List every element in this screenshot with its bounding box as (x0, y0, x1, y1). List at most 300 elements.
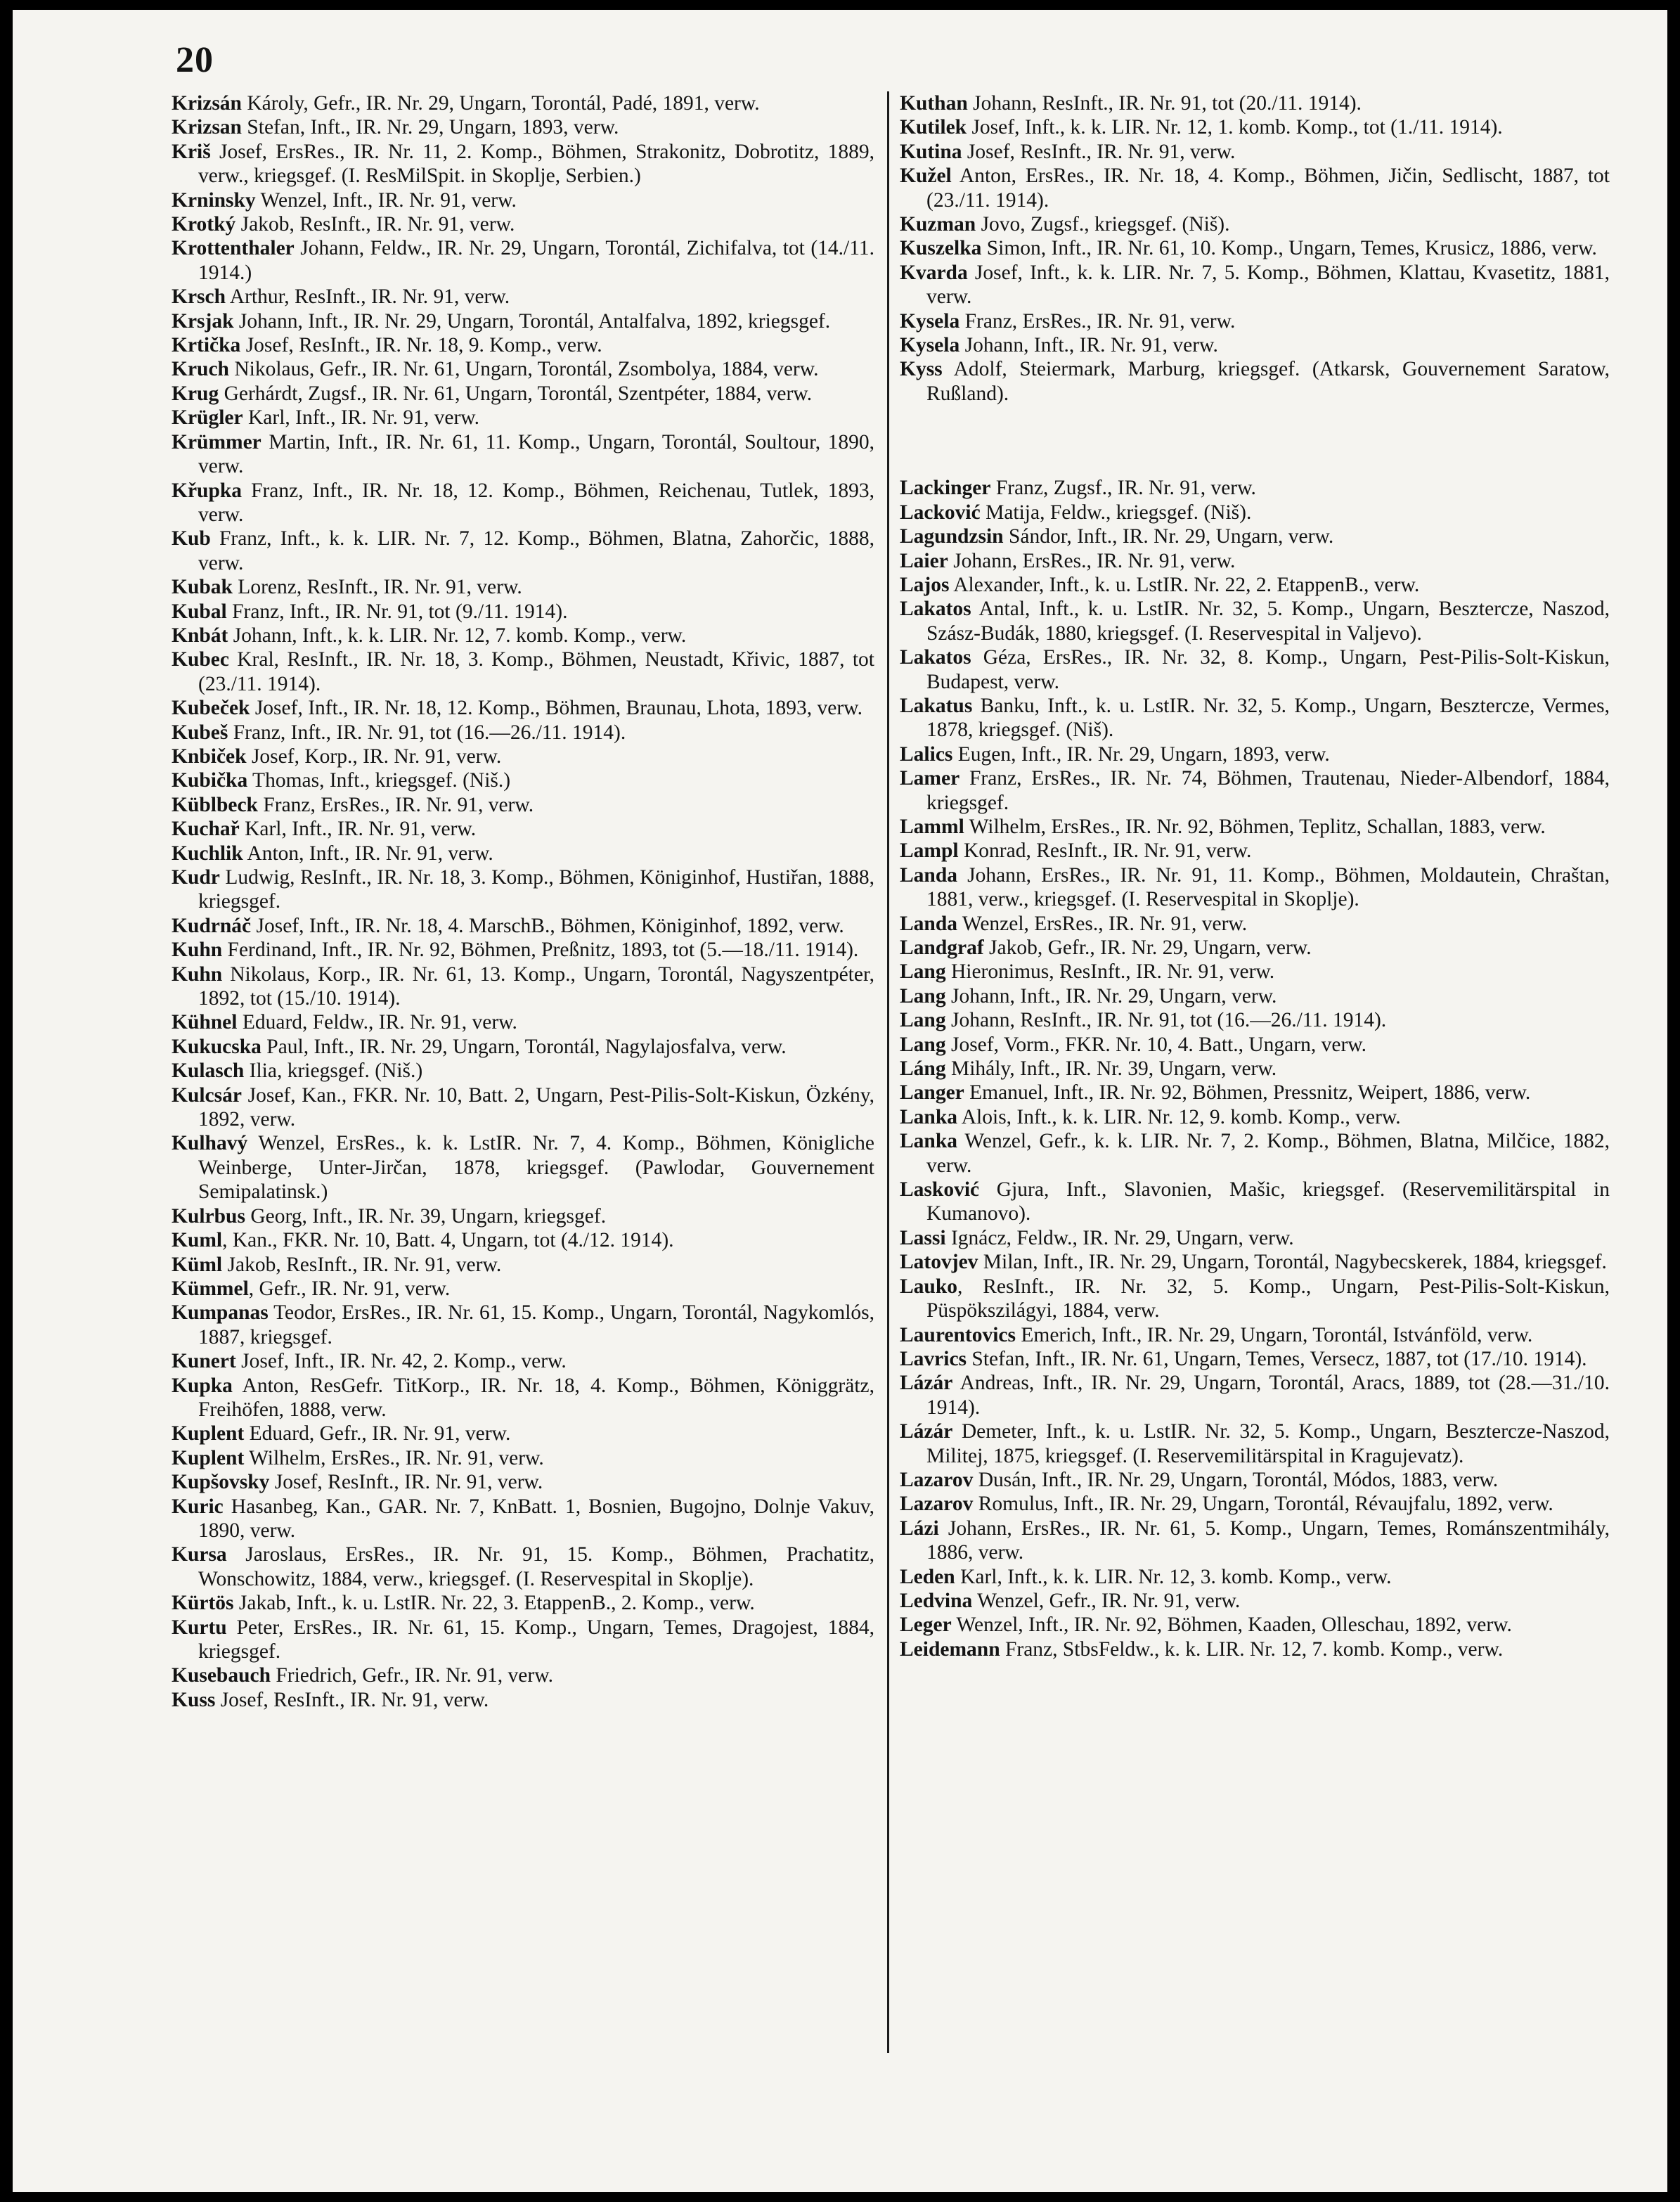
list-entry (172, 212, 874, 236)
entry-details: Georg, Inft., IR. Nr. 39, Ungarn, kriegsgef. (245, 1204, 607, 1228)
entry-surname: Kuml (172, 1229, 223, 1252)
entry-details: Demeter, Inft., k. u. LstIR. Nr. 32, 5. Komp., Ungarn, Besztercze-Naszod, Militej, 1875, kriegsgef. (I. Reservemilitärspital in Kragujevatz). (926, 1420, 1610, 1467)
list-entry (900, 140, 1610, 164)
entry-surname: Lanka (900, 1105, 957, 1128)
entry-details: Ludwig, ResInft., IR. Nr. 18, 3. Komp., Böhmen, Königinhof, Hustiřan, 1888, kriegsgef. (198, 866, 874, 913)
entry-details: Géza, ErsRes., IR. Nr. 32, 8. Komp., Ungarn, Pest-Pilis-Solt-Kiskun, Budapest, verw. (926, 646, 1610, 693)
entry-details: Johann, Inft., IR. Nr. 91, verw. (959, 334, 1218, 357)
list-entry (900, 309, 1610, 333)
entry-details: Stefan, Inft., IR. Nr. 29, Ungarn, 1893, verw. (241, 116, 619, 139)
list-entry (900, 1129, 1610, 1178)
entry-surname: Kuthan (900, 92, 968, 115)
entry-details: Jaroslaus, ErsRes., IR. Nr. 91, 15. Komp., Böhmen, Prachatitz, Wonschowitz, 1884, verw., kriegsgef. (I. Reservespital in Skoplje). (198, 1543, 874, 1590)
list-entry (172, 140, 874, 188)
list-entry (172, 1470, 874, 1494)
entry-details: Lorenz, ResInft., IR. Nr. 91, verw. (232, 576, 522, 599)
list-entry (172, 721, 874, 745)
list-entry (900, 1517, 1610, 1565)
list-entry (172, 1616, 874, 1664)
list-entry (172, 938, 874, 962)
entry-surname: Langer (900, 1081, 964, 1105)
entry-details: Antal, Inft., k. u. LstIR. Nr. 32, 5. Komp., Ungarn, Besztercze, Naszod, Szász-Budák, 1880, kriegsgef. (I. Reservespital in Valjevo). (926, 598, 1610, 645)
list-entry (900, 261, 1610, 309)
entry-details: Josef, Korp., IR. Nr. 91, verw. (246, 745, 502, 768)
list-entry (900, 212, 1610, 236)
list-entry (172, 842, 874, 865)
entry-surname: Lagundzsin (900, 525, 1004, 548)
entry-details: Friedrich, Gefr., IR. Nr. 91, verw. (271, 1664, 553, 1687)
entry-surname: Kuplent (172, 1446, 245, 1469)
entry-surname: Krtička (172, 334, 241, 357)
entry-surname: Kulrbus (172, 1204, 245, 1228)
list-entry (172, 575, 874, 599)
list-entry (172, 527, 874, 575)
list-entry (900, 742, 1610, 766)
entry-details: Jakob, Gefr., IR. Nr. 29, Ungarn, verw. (983, 936, 1312, 959)
list-entry (900, 1419, 1610, 1468)
entry-surname: Ledvina (900, 1589, 973, 1612)
list-entry (172, 1663, 874, 1687)
entry-details: Mihály, Inft., IR. Nr. 39, Ungarn, verw. (945, 1057, 1277, 1081)
entry-surname: Lajos (900, 573, 950, 596)
entry-details: Franz, StbsFeldw., k. k. LIR. Nr. 12, 7. komb. Komp., verw. (1000, 1637, 1504, 1661)
entry-details: , Gefr., IR. Nr. 91, verw. (248, 1277, 451, 1300)
list-entry (900, 1589, 1610, 1613)
entry-surname: Kursa (172, 1543, 227, 1566)
entry-details: Ferdinand, Inft., IR. Nr. 92, Böhmen, Preßnitz, 1893, tot (5.—18./11. 1914). (222, 939, 859, 962)
entry-surname: Kubak (172, 576, 233, 599)
entry-details: Hieronimus, ResInft., IR. Nr. 91, verw. (945, 960, 1275, 984)
list-entry (172, 406, 874, 430)
list-entry (900, 1057, 1610, 1081)
entry-details: Josef, ResInft., IR. Nr. 91, verw. (215, 1688, 489, 1711)
entry-surname: Küblbeck (172, 793, 258, 816)
entry-surname: Kruch (172, 358, 229, 381)
entry-surname: Lakatos (900, 646, 971, 669)
entry-details: Thomas, Inft., kriegsgef. (Niš.) (247, 769, 511, 792)
entry-surname: Kubeček (172, 697, 250, 720)
entry-details: Franz, ErsRes., IR. Nr. 91, verw. (959, 309, 1236, 333)
entry-surname: Kurtu (172, 1616, 227, 1639)
list-entry (172, 1591, 874, 1615)
list-entry (172, 1422, 874, 1446)
list-entry (900, 476, 1610, 500)
entry-surname: Kuss (172, 1688, 216, 1711)
entry-details: , ResInft., IR. Nr. 32, 5. Komp., Ungarn, Pest-Pilis-Solt-Kiskun, Püspökszilágyi, 1884, verw. (926, 1275, 1610, 1322)
list-entry (900, 164, 1610, 212)
list-entry (900, 573, 1610, 597)
entry-surname: Lang (900, 984, 946, 1007)
page (13, 10, 1667, 2192)
entry-surname: Kupšovsky (172, 1471, 270, 1494)
entry-surname: Leidemann (900, 1637, 1000, 1661)
entry-surname: Kyss (900, 358, 943, 381)
list-entry (172, 1059, 874, 1083)
right-column (900, 91, 1610, 1661)
list-entry (172, 745, 874, 768)
right-column-l-entries (900, 476, 1610, 1661)
list-entry (900, 1565, 1610, 1589)
list-entry (172, 865, 874, 914)
entry-details: Anton, ResGefr. TitKorp., IR. Nr. 18, 4. Komp., Böhmen, Königgrätz, Freihöfen, 1888, verw. (198, 1374, 874, 1421)
entry-surname: Kuric (172, 1495, 224, 1518)
entry-details: Andreas, Inft., IR. Nr. 29, Ungarn, Torontál, Aracs, 1889, tot (28.—31./10. 1914). (926, 1372, 1610, 1419)
entry-details: Kral, ResInft., IR. Nr. 18, 3. Komp., Böhmen, Neustadt, Křivic, 1887, tot (23./11. 1914). (198, 648, 874, 695)
entry-surname: Landgraf (900, 936, 984, 959)
list-entry (172, 430, 874, 479)
list-entry (172, 1010, 874, 1034)
entry-surname: Lamml (900, 815, 964, 838)
entry-surname: Krninsky (172, 188, 256, 212)
entry-details: Josef, ResInft., IR. Nr. 91, verw. (269, 1471, 543, 1494)
list-entry (172, 115, 874, 139)
list-entry (172, 768, 874, 792)
entry-surname: Lakatus (900, 694, 973, 717)
entry-details: Wilhelm, ErsRes., IR. Nr. 91, verw. (244, 1446, 544, 1469)
entry-details: Anton, ErsRes., IR. Nr. 18, 4. Komp., Böhmen, Jičin, Sedlischt, 1887, tot (23./11. 1914). (926, 165, 1610, 212)
list-entry (900, 766, 1610, 815)
list-entry (900, 1275, 1610, 1323)
entry-surname: Kubička (172, 769, 248, 792)
list-entry (900, 1323, 1610, 1347)
entry-surname: Kutina (900, 140, 962, 163)
entry-surname: Kulcsár (172, 1083, 242, 1107)
entry-details: Jakab, Inft., k. u. LstIR. Nr. 22, 3. EtappenB., 2. Komp., verw. (233, 1592, 755, 1615)
entry-details: Wilhelm, ErsRes., IR. Nr. 92, Böhmen, Teplitz, Schallan, 1883, verw. (964, 815, 1546, 838)
entry-surname: Kupka (172, 1374, 233, 1397)
entry-details: Johann, Feldw., IR. Nr. 29, Ungarn, Torontál, Zichifalva, tot (14./11. 1914.) (198, 237, 874, 284)
entry-surname: Kub (172, 527, 211, 550)
entry-surname: Kriš (172, 140, 211, 163)
entry-details: Martin, Inft., IR. Nr. 61, 11. Komp., Ungarn, Torontál, Soultour, 1890, verw. (198, 430, 874, 478)
entry-details: Josef, Inft., IR. Nr. 42, 2. Komp., verw. (235, 1350, 567, 1373)
list-entry (900, 115, 1610, 139)
entry-surname: Lakatos (900, 598, 971, 621)
entry-details: Emerich, Inft., IR. Nr. 29, Ungarn, Torontál, Istvánföld, verw. (1016, 1323, 1533, 1346)
list-entry (900, 1033, 1610, 1057)
entry-surname: Kusebauch (172, 1664, 271, 1687)
entry-surname: Lang (900, 960, 946, 984)
entry-surname: Kuzman (900, 213, 976, 236)
entry-surname: Kubec (172, 648, 229, 671)
entry-details: Franz, Inft., IR. Nr. 91, tot (16.—26./11. 1914). (228, 721, 626, 744)
entry-details: Josef, ErsRes., IR. Nr. 11, 2. Komp., Böhmen, Strakonitz, Dobrotitz, 1889, verw., kriegsgef. (I. ResMilSpit. in Skoplje, Serbien.) (198, 140, 874, 188)
entry-details: Matija, Feldw., kriegsgef. (Niš). (980, 501, 1252, 524)
list-entry (172, 1688, 874, 1712)
list-entry (172, 914, 874, 938)
list-entry (172, 1543, 874, 1591)
entry-details: Josef, Inft., IR. Nr. 18, 4. MarschB., Böhmen, Königinhof, 1892, verw. (251, 914, 844, 937)
entry-surname: Kvarda (900, 261, 968, 284)
list-entry (900, 1250, 1610, 1274)
entry-surname: Kubal (172, 600, 227, 623)
entry-details: Johann, ResInft., IR. Nr. 91, tot (16.—26./11. 1914). (945, 1009, 1387, 1032)
list-entry (172, 188, 874, 212)
entry-details: Josef, Inft., k. k. LIR. Nr. 7, 5. Komp., Böhmen, Klattau, Kvasetitz, 1881, verw. (926, 261, 1610, 309)
entry-details: Karl, Inft., IR. Nr. 91, verw. (243, 406, 480, 430)
entry-surname: Lanka (900, 1130, 957, 1153)
entry-details: Johann, Inft., IR. Nr. 29, Ungarn, verw. (945, 984, 1277, 1007)
entry-surname: Landa (900, 863, 957, 887)
entry-surname: Krizsan (172, 116, 242, 139)
list-entry (900, 863, 1610, 912)
list-entry (172, 817, 874, 841)
section-gap (900, 406, 1610, 476)
list-entry (900, 501, 1610, 524)
entry-details: Gjura, Inft., Slavonien, Mašic, kriegsgef. (Reservemilitärspital in Kumanovo). (926, 1178, 1610, 1225)
entry-details: Josef, ResInft., IR. Nr. 91, verw. (962, 140, 1236, 163)
entry-surname: Lassi (900, 1226, 946, 1249)
entry-details: Ignácz, Feldw., IR. Nr. 29, Ungarn, verw. (945, 1226, 1294, 1249)
list-entry (172, 600, 874, 624)
entry-details: Alois, Inft., k. k. LIR. Nr. 12, 9. komb. Komp., verw. (957, 1105, 1401, 1128)
entry-surname: Kühnel (172, 1011, 238, 1034)
entry-details: Jakob, ResInft., IR. Nr. 91, verw. (222, 1253, 502, 1276)
list-entry (172, 1349, 874, 1373)
list-entry (172, 1204, 874, 1228)
entry-details: Anton, Inft., IR. Nr. 91, verw. (243, 842, 493, 865)
list-entry (172, 1374, 874, 1422)
list-entry (900, 1347, 1610, 1371)
entry-details: Johann, ResInft., IR. Nr. 91, tot (20./11. 1914). (967, 92, 1362, 115)
entry-details: Josef, Inft., IR. Nr. 18, 12. Komp., Böhmen, Braunau, Lhota, 1893, verw. (250, 697, 862, 720)
entry-surname: Kulhavý (172, 1132, 248, 1155)
entry-details: Arthur, ResInft., IR. Nr. 91, verw. (226, 285, 510, 309)
entry-details: Wenzel, ErsRes., IR. Nr. 91, verw. (957, 912, 1248, 935)
list-entry (900, 1468, 1610, 1492)
entry-surname: Lampl (900, 839, 959, 863)
list-entry (172, 1301, 874, 1349)
entry-surname: Krümmer (172, 430, 261, 453)
entry-details: Wenzel, Gefr., k. k. LIR. Nr. 7, 2. Komp., Böhmen, Blatna, Milčice, 1882, verw. (926, 1130, 1610, 1177)
list-entry (900, 1371, 1610, 1419)
entry-surname: Lazarov (900, 1493, 974, 1516)
entry-surname: Kunert (172, 1350, 236, 1373)
entry-details: Adolf, Steiermark, Marburg, kriegsgef. (Atkarsk, Gouvernement Saratow, Rußland). (926, 358, 1610, 405)
entry-surname: Kuhn (172, 939, 223, 962)
entry-details: Johann, Inft., k. k. LIR. Nr. 12, 7. komb. Komp., verw. (228, 624, 687, 647)
entry-surname: Latovjev (900, 1251, 978, 1274)
list-entry (900, 645, 1610, 694)
entry-surname: Laurentovics (900, 1323, 1016, 1346)
entry-surname: Láng (900, 1057, 946, 1081)
list-entry (172, 1446, 874, 1470)
entry-surname: Kubeš (172, 721, 228, 744)
list-entry (172, 1495, 874, 1543)
entry-surname: Lasković (900, 1178, 980, 1202)
page-number: 20 (176, 40, 214, 80)
entry-surname: Lázár (900, 1372, 953, 1395)
list-entry (172, 1035, 874, 1059)
entry-details: , Kan., FKR. Nr. 10, Batt. 4, Ungarn, tot (4./12. 1914). (222, 1229, 674, 1252)
entry-surname: Laier (900, 549, 948, 572)
entry-surname: Küml (172, 1253, 223, 1276)
entry-details: Wenzel, Inft., IR. Nr. 91, verw. (255, 188, 517, 212)
entry-surname: Kuchař (172, 818, 240, 841)
entry-details: Franz, ErsRes., IR. Nr. 91, verw. (257, 793, 534, 816)
entry-surname: Lang (900, 1033, 946, 1056)
entry-surname: Krügler (172, 406, 243, 430)
list-entry (900, 549, 1610, 573)
entry-details: Jovo, Zugsf., kriegsgef. (Niš). (976, 213, 1230, 236)
entry-surname: Lavrics (900, 1347, 967, 1370)
entry-details: Simon, Inft., IR. Nr. 61, 10. Komp., Ungarn, Temes, Krusicz, 1886, verw. (981, 237, 1597, 260)
list-entry (172, 1083, 874, 1132)
entry-surname: Lázár (900, 1420, 953, 1443)
list-entry (172, 1131, 874, 1204)
entry-surname: Kudrnáč (172, 914, 252, 937)
entry-details: Alexander, Inft., k. u. LstIR. Nr. 22, 2. EtappenB., verw. (949, 573, 1420, 596)
entry-details: Banku, Inft., k. u. LstIR. Nr. 32, 5. Komp., Ungarn, Besztercze, Vermes, 1878, kriegsgef. (Niš). (926, 694, 1610, 742)
entry-surname: Kümmel (172, 1277, 249, 1300)
list-entry (172, 624, 874, 648)
entry-surname: Krsjak (172, 309, 234, 333)
list-entry (172, 285, 874, 309)
list-entry (900, 1178, 1610, 1226)
list-entry (900, 1008, 1610, 1032)
entry-surname: Kuchlik (172, 842, 243, 865)
list-entry (900, 1081, 1610, 1105)
list-entry (900, 1637, 1610, 1661)
entry-details: Karl, Inft., k. k. LIR. Nr. 12, 3. komb. Komp., verw. (955, 1565, 1392, 1588)
entry-surname: Kužel (900, 165, 952, 188)
entry-details: Franz, ErsRes., IR. Nr. 74, Böhmen, Trautenau, Nieder-Albendorf, 1884, kriegsgef. (926, 767, 1610, 814)
entry-surname: Leden (900, 1565, 955, 1588)
entry-details: Nikolaus, Korp., IR. Nr. 61, 13. Komp., Ungarn, Torontál, Nagyszentpéter, 1892, tot (15./10. 1914). (198, 962, 874, 1010)
entry-details: Dusán, Inft., IR. Nr. 29, Ungarn, Torontál, Módos, 1883, verw. (973, 1468, 1499, 1491)
list-entry (900, 912, 1610, 936)
entry-surname: Krsch (172, 285, 226, 309)
entry-surname: Krug (172, 382, 219, 405)
entry-details: Franz, Inft., IR. Nr. 91, tot (9./11. 1914). (226, 600, 568, 623)
entry-details: Jakob, ResInft., IR. Nr. 91, verw. (235, 213, 515, 236)
entry-surname: Kulasch (172, 1060, 245, 1083)
entry-surname: Krottenthaler (172, 237, 295, 260)
list-entry (900, 91, 1610, 115)
entry-surname: Kürtös (172, 1592, 234, 1615)
entry-details: Eduard, Gefr., IR. Nr. 91, verw. (244, 1422, 511, 1446)
entry-details: Peter, ErsRes., IR. Nr. 61, 15. Komp., Ungarn, Temes, Dragojest, 1884, kriegsgef. (198, 1616, 874, 1663)
entry-details: Paul, Inft., IR. Nr. 29, Ungarn, Torontál, Nagylajosfalva, verw. (261, 1035, 787, 1058)
entry-details: Nikolaus, Gefr., IR. Nr. 61, Ungarn, Torontál, Zsombolya, 1884, verw. (228, 358, 819, 381)
list-entry (172, 91, 874, 115)
entry-details: Hasanbeg, Kan., GAR. Nr. 7, KnBatt. 1, Bosnien, Bugojno, Dolnje Vakuv, 1890, verw. (198, 1495, 874, 1542)
list-entry (900, 984, 1610, 1008)
entry-surname: Krizsán (172, 92, 242, 115)
entry-details: Károly, Gefr., IR. Nr. 29, Ungarn, Torontál, Padé, 1891, verw. (241, 92, 760, 115)
column-divider (887, 91, 889, 2053)
entry-details: Teodor, ErsRes., IR. Nr. 61, 15. Komp., Ungarn, Torontál, Nagykomlós, 1887, kriegsgef. (198, 1301, 874, 1348)
list-entry (172, 1228, 874, 1252)
entry-details: Wenzel, Inft., IR. Nr. 92, Böhmen, Kaaden, Olleschau, 1892, verw. (951, 1614, 1512, 1637)
list-entry (172, 962, 874, 1011)
entry-details: Wenzel, Gefr., IR. Nr. 91, verw. (972, 1589, 1241, 1612)
list-entry (900, 1613, 1610, 1637)
list-entry (900, 1105, 1610, 1129)
entry-surname: Landa (900, 912, 957, 935)
entry-details: Johann, ErsRes., IR. Nr. 61, 5. Komp., Ungarn, Temes, Románszentmihály, 1886, verw. (926, 1517, 1610, 1564)
entry-details: Franz, Zugsf., IR. Nr. 91, verw. (990, 477, 1256, 500)
list-entry (900, 960, 1610, 984)
left-column (172, 91, 874, 1712)
entry-surname: Lacković (900, 501, 981, 524)
entry-details: Karl, Inft., IR. Nr. 91, verw. (239, 818, 477, 841)
entry-details: Konrad, ResInft., IR. Nr. 91, verw. (958, 839, 1252, 863)
entry-details: Josef, ResInft., IR. Nr. 18, 9. Komp., verw. (240, 334, 602, 357)
entry-surname: Křupka (172, 479, 243, 502)
entry-surname: Lázi (900, 1517, 939, 1540)
entry-surname: Krotký (172, 213, 236, 236)
entry-details: Wenzel, ErsRes., k. k. LstIR. Nr. 7, 4. Komp., Böhmen, Königliche Weinberge, Unter-Jirčan, 1878, kriegsgef. (Pawlodar, Gouvernement Semipalatinsk.) (198, 1132, 874, 1204)
entry-surname: Kutilek (900, 116, 967, 139)
list-entry (172, 696, 874, 720)
entry-details: Emanuel, Inft., IR. Nr. 92, Böhmen, Pressnitz, Weipert, 1886, verw. (964, 1081, 1531, 1105)
entry-surname: Lauko (900, 1275, 957, 1298)
entry-details: Eduard, Feldw., IR. Nr. 91, verw. (237, 1011, 517, 1034)
list-entry (172, 648, 874, 696)
list-entry (172, 357, 874, 381)
entry-surname: Kuszelka (900, 237, 982, 260)
entry-surname: Knbiček (172, 745, 247, 768)
entry-surname: Kuplent (172, 1422, 245, 1446)
right-column-k-entries (900, 91, 1610, 406)
entry-surname: Lazarov (900, 1468, 974, 1491)
list-entry (900, 936, 1610, 960)
list-entry (900, 1226, 1610, 1250)
list-entry (900, 1492, 1610, 1516)
list-entry (172, 382, 874, 406)
entry-details: Ilia, kriegsgef. (Niš.) (244, 1060, 423, 1083)
list-entry (900, 597, 1610, 645)
list-entry (172, 1253, 874, 1277)
entry-details: Romulus, Inft., IR. Nr. 29, Ungarn, Torontál, Révaujfalu, 1892, verw. (973, 1493, 1553, 1516)
entry-details: Johann, ErsRes., IR. Nr. 91, 11. Komp., Böhmen, Moldautein, Chraštan, 1881, verw., kriegsgef. (I. Reservespital in Skoplje). (926, 863, 1610, 911)
entry-details: Franz, Inft., IR. Nr. 18, 12. Komp., Böhmen, Reichenau, Tutlek, 1893, verw. (198, 479, 874, 526)
entry-surname: Leger (900, 1614, 952, 1637)
entry-details: Milan, Inft., IR. Nr. 29, Ungarn, Torontál, Nagybecskerek, 1884, kriegsgef. (978, 1251, 1607, 1274)
entry-details: Eugen, Inft., IR. Nr. 29, Ungarn, 1893, verw. (952, 742, 1330, 766)
entry-surname: Kysela (900, 309, 960, 333)
entry-details: Gerhárdt, Zugsf., IR. Nr. 61, Ungarn, Torontál, Szentpéter, 1884, verw. (219, 382, 813, 405)
entry-surname: Kudr (172, 866, 220, 889)
entry-surname: Lalics (900, 742, 953, 766)
list-entry (172, 236, 874, 285)
entry-details: Josef, Kan., FKR. Nr. 10, Batt. 2, Ungarn, Pest-Pilis-Solt-Kiskun, Özkény, 1892, verw. (198, 1083, 874, 1131)
list-entry (172, 1277, 874, 1301)
list-entry (900, 839, 1610, 863)
entry-surname: Knbát (172, 624, 228, 647)
entry-surname: Lackinger (900, 477, 991, 500)
list-entry (900, 524, 1610, 548)
list-entry (900, 333, 1610, 357)
list-entry (172, 479, 874, 527)
entry-details: Josef, Inft., k. k. LIR. Nr. 12, 1. komb. Komp., tot (1./11. 1914). (967, 116, 1503, 139)
entry-surname: Kuhn (172, 962, 223, 986)
list-entry (172, 793, 874, 817)
entry-surname: Lamer (900, 767, 960, 790)
list-entry (172, 309, 874, 333)
entry-details: Josef, Vorm., FKR. Nr. 10, 4. Batt., Ungarn, verw. (945, 1033, 1367, 1056)
entry-surname: Kysela (900, 334, 960, 357)
entry-surname: Lang (900, 1009, 946, 1032)
list-entry (900, 236, 1610, 260)
list-entry (172, 333, 874, 357)
entry-details: Franz, Inft., k. k. LIR. Nr. 7, 12. Komp., Böhmen, Blatna, Zahorčic, 1888, verw. (198, 527, 874, 574)
entry-details: Stefan, Inft., IR. Nr. 61, Ungarn, Temes, Versecz, 1887, tot (17./10. 1914). (967, 1347, 1587, 1370)
list-entry (900, 815, 1610, 839)
entry-surname: Kumpanas (172, 1301, 269, 1325)
entry-details: Johann, ErsRes., IR. Nr. 91, verw. (948, 549, 1236, 572)
